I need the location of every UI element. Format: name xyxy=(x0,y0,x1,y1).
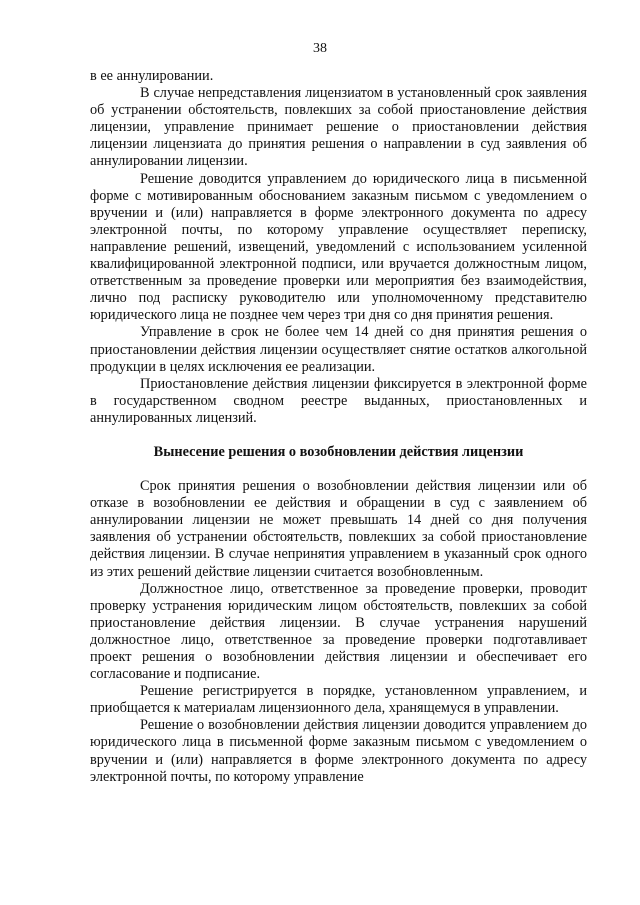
paragraph-continuation: в ее аннулировании. xyxy=(90,68,214,84)
document-body xyxy=(90,68,587,786)
paragraph: Приостановление действия лицензии фиксируется в электронной форме в государственном сводном реестре выданных, приостановленных и аннулированных лицензий. xyxy=(90,375,587,426)
paragraph: В случае непредставления лицензиатом в установленный срок заявления об устранении обстоятельств, повлекших за собой приостановление действия лицензии, управление принимает решение о приостановлении действия лицензии лицензиата до принятия решения о направлении в суд заявления об аннулировании лицензии. xyxy=(90,85,587,170)
section-heading: Вынесение решения о возобновлении действия лицензии xyxy=(153,443,524,460)
paragraph: Решение о возобновлении действия лицензии доводится управлением до юридического лица в письменной форме заказным письмом с уведомлением о вручении и (или) направляется в форме электронного документа по адресу электронной почты, по которому управление xyxy=(90,717,587,785)
page-number: 38 xyxy=(313,41,327,56)
paragraph: Управление в срок не более чем 14 дней со дня принятия решения о приостановлении действия лицензии осуществляет снятие остатков алкогольной продукции в целях исключения ее реализации. xyxy=(90,324,587,375)
paragraph: Должностное лицо, ответственное за проведение проверки, проводит проверку устранения юридическим лицом обстоятельств, повлекших за собой приостановление действия лицензии. В случае устранения нарушений должностное лицо, ответственное за проведение проверки подготавливает проект решения о возобновлении действия лицензии и обеспечивает его согласование и подписание. xyxy=(90,580,587,683)
paragraph: Решение регистрируется в порядке, установленном управлением, и приобщается к материалам лицензионного дела, хранящемуся в управлении. xyxy=(90,683,587,717)
paragraph: Решение доводится управлением до юридического лица в письменной форме с мотивированным обоснованием заказным письмом с уведомлением о вручении и (или) направляется в форме электронного документа по адресу электронной почты, по которому управление осуществляет переписку, направление решений, извещений, уведомлений с использованием усиленной квалифицированной электронной подписи, или вручается должностным лицом, ответственным за проведение проверки или мероприятия без взаимодействия, лично под расписку руководителю или уполномоченному представителю юридического лица не позднее чем через три дня со дня принятия решения. xyxy=(90,170,587,324)
paragraph: Срок принятия решения о возобновлении действия лицензии или об отказе в возобновлении ее действия и обращении в суд с заявлением об аннулировании лицензии не может превышать 14 дней со дня получения заявления об устранении обстоятельств, повлекших за собой приостановление действия лицензии. В случае непринятия управлением в указанный срок одного из этих решений действие лицензии считается возобновленным. xyxy=(90,478,587,580)
